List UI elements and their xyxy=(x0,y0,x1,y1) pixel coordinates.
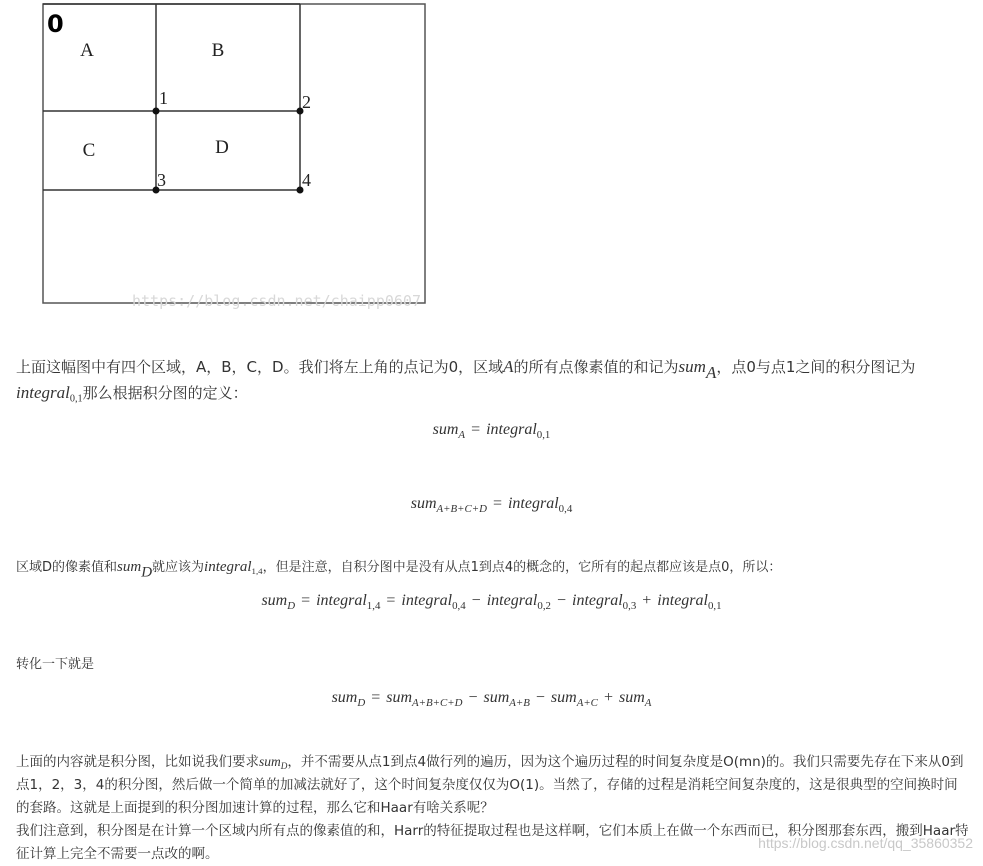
paragraph-regions: 上面这幅图中有四个区域，A，B，C，D。我们将左上角的点记为0，区域A的所有点像素值的和记为sum$_A$，点0与点1之间的积分图记为integral$_{0,1}$那么根据积分图的定义： xyxy=(16,357,916,405)
equation-3: sum$_D$ = integral$_{1,4}$ = integral$_{0,4}$ − integral$_{0,2}$ − integral$_{0,3}$ + integral$_{0,1}$ xyxy=(261,592,722,612)
point-label-4: 4 xyxy=(302,170,311,190)
image-border xyxy=(43,4,425,303)
equation-1: sum$_A$ = integral$_{0,1}$ xyxy=(432,421,551,441)
equation-4: sum$_D$ = sum$_{A+B+C+D}$ − sum$_{A+B}$ − sum$_{A+C}$ + sum$_A$ xyxy=(331,689,652,709)
page-watermark: https://blog.csdn.net/qq_35860352 xyxy=(758,835,973,851)
point-label-1: 1 xyxy=(159,88,168,108)
conclusion-line-1: 上面的内容就是积分图，比如说我们要求sum$_D$，并不需要从点1到点4做行列的遍历，因为这个遍历过程的时间复杂度是O(mn)的。我们只需要先存在下来从0到点1，2，3，4的积分图，然后做一个简单的加减法就好了，这个时间复杂度仅仅为O(1)。当然了，存储的过程是消耗空间复杂度的，这是很典型的空间换时间的套路。这就是上面提到的积分图加速计算的过程，那么它和Haar有啥关系呢？ xyxy=(16,754,964,816)
paragraph-region-d: 区域D的像素值和sum$_D$就应该为integral$_{1,4}$，但是注意，自积分图中是没有从点1到点4的概念的，它所有的起点都应该是点0，所以： xyxy=(16,559,782,581)
figure-watermark: https://blog.csdn.net/chaipp0607 xyxy=(132,292,421,310)
point-label-2: 2 xyxy=(302,92,311,112)
region-label-c: C xyxy=(82,140,96,161)
point-1-dot xyxy=(153,108,160,115)
corner-label: 0 xyxy=(47,10,64,38)
integral-image-figure xyxy=(0,0,983,330)
region-label-b: B xyxy=(211,40,225,61)
point-label-3: 3 xyxy=(157,170,166,190)
region-label-d: D xyxy=(215,137,229,158)
region-label-a: A xyxy=(80,40,94,61)
paragraph-transform: 转化一下就是 xyxy=(16,657,95,672)
conclusion-line-2: 我们注意到，积分图是在计算一个区域内所有点的像素值的和，Harr的特征提取过程也是这样啊，它们本质上在做一个东西而已，积分图那套东西，搬到Haar特征计算上完全不需要一点改的啊。 xyxy=(16,823,969,862)
equation-2: sum$_{A+B+C+D}$ = integral$_{0,4}$ xyxy=(410,495,573,515)
